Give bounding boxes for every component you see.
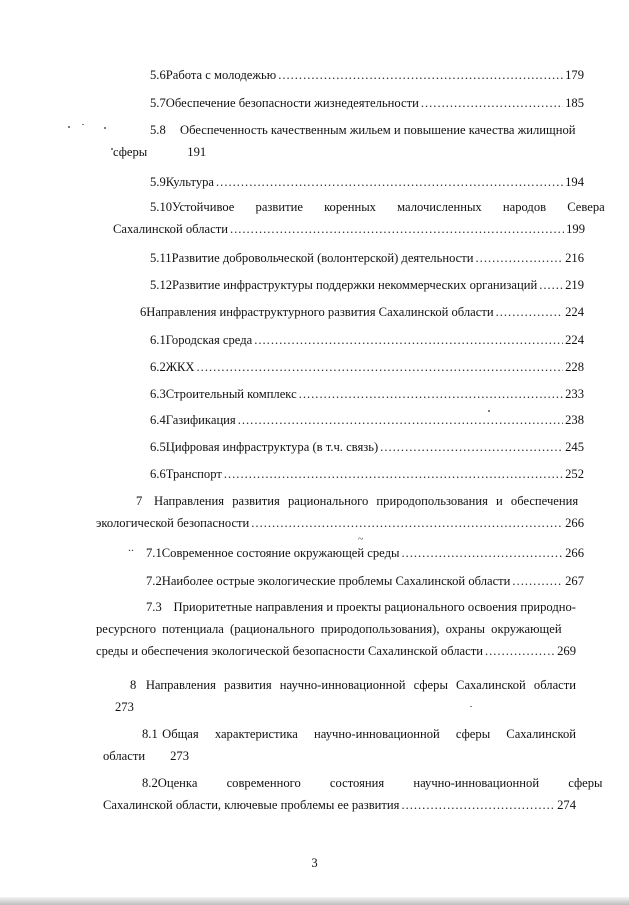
toc-title: Обеспечение безопасности жизнедеятельности	[165, 96, 419, 110]
toc-page: 179	[565, 68, 584, 82]
toc-page: 269	[557, 644, 576, 658]
toc-entry-6-4[interactable]	[150, 412, 584, 428]
toc-title: Наиболее острые экологические проблемы Сахалинской области	[161, 574, 511, 588]
scan-mark: ~	[358, 534, 364, 545]
dot-leader	[216, 174, 563, 190]
toc-number: 8.1	[142, 727, 158, 741]
toc-title: Транспорт	[165, 467, 222, 481]
toc-page: 233	[565, 387, 584, 401]
dot-leader	[251, 515, 563, 531]
scan-speck	[111, 148, 113, 150]
toc-title-line-1: Направления развития научно-инновационной сферы Сахалинской области	[145, 678, 576, 692]
toc-number: 6.5	[150, 440, 166, 454]
toc-number: 7.1	[146, 546, 162, 560]
dot-leader	[401, 797, 555, 813]
toc-title: Направления инфраструктурного развития Сахалинской области	[146, 305, 494, 319]
dot-leader	[512, 573, 563, 589]
toc-title-line-1: Направления развития рационального природопользования и обеспечения	[154, 494, 579, 508]
toc-number: 5.9	[150, 175, 166, 189]
toc-title: Развитие инфраструктуры поддержки некоммерческих организаций	[172, 278, 538, 292]
dot-leader	[299, 386, 563, 402]
toc-entry-6[interactable]	[140, 304, 584, 320]
dot-leader	[254, 332, 563, 348]
toc-title: Работа с молодежью	[165, 68, 277, 82]
toc-entry-6-1[interactable]	[150, 332, 584, 348]
dot-leader	[401, 545, 563, 561]
toc-title: Строительный комплекс	[165, 387, 297, 401]
toc-number: 8.2	[142, 776, 158, 790]
toc-page: 199	[566, 222, 585, 236]
toc-page: 224	[565, 333, 584, 347]
dot-leader	[238, 412, 563, 428]
dot-leader	[197, 359, 564, 375]
toc-page: 273	[170, 749, 189, 763]
toc-number: 6.2	[150, 360, 166, 374]
toc-title: ЖКХ	[165, 360, 195, 374]
toc-title-line-2: ресурсного потенциала (рационального природопользования), охраны окружающей	[96, 622, 562, 636]
toc-title-line-3: среды и обеспечения экологической безопасности Сахалинской области	[96, 644, 483, 658]
toc-entry-8[interactable]	[115, 677, 576, 715]
toc-page: 266	[565, 546, 584, 560]
dot-leader	[476, 250, 564, 266]
scan-bottom-edge	[0, 897, 629, 905]
toc-title: Культура	[165, 175, 215, 189]
toc-title-line-2: экологической безопасности	[96, 516, 250, 530]
toc-entry-5-11[interactable]	[150, 250, 584, 266]
toc-page: 273	[115, 700, 134, 714]
toc-entry-5-9[interactable]	[150, 174, 584, 190]
toc-page: 267	[565, 574, 584, 588]
toc-entry-6-6[interactable]	[150, 466, 584, 482]
toc-page: 224	[565, 305, 584, 319]
toc-entry-7-2[interactable]	[146, 573, 584, 589]
toc-number: 6.3	[150, 387, 166, 401]
toc-title-line-2: сферы	[113, 145, 148, 159]
toc-page: 191	[187, 145, 207, 159]
toc-number: 5.7	[150, 96, 166, 110]
toc-number: 5.10	[150, 200, 173, 214]
dot-leader	[539, 277, 563, 293]
toc-entry-8-1[interactable]	[103, 726, 576, 764]
toc-entry-6-2[interactable]	[150, 359, 584, 375]
toc-page: 185	[565, 96, 584, 110]
scan-speck	[488, 410, 490, 412]
toc-number: 5.11	[150, 251, 172, 265]
toc-number: 6.6	[150, 467, 166, 481]
toc-page: 216	[565, 251, 584, 265]
dot-leader	[421, 95, 563, 111]
toc-title: Развитие добровольческой (волонтерской) деятельности	[171, 251, 474, 265]
toc-title: Городская среда	[165, 333, 253, 347]
toc-title-line-1: Оценка современного состояния научно-инновационной сферы	[157, 776, 603, 790]
toc-page: 238	[565, 413, 584, 427]
toc-number: 5.6	[150, 68, 166, 82]
toc-entry-5-6[interactable]	[150, 67, 584, 83]
toc-page: 245	[565, 440, 584, 454]
scan-speck	[104, 127, 106, 129]
toc-entry-5-10[interactable]	[113, 199, 605, 237]
toc-entry-8-2[interactable]	[103, 775, 603, 813]
toc-number: 5.8	[150, 123, 166, 137]
scan-speck	[470, 706, 472, 707]
toc-number: 8	[130, 678, 137, 692]
toc-entry-6-3[interactable]	[150, 386, 584, 402]
toc-title-line-2: Сахалинской области, ключевые проблемы ее развития	[103, 798, 400, 812]
scan-mark: ..	[128, 540, 134, 554]
toc-title-line-2: области	[103, 749, 146, 763]
toc-entry-7[interactable]	[96, 493, 584, 531]
toc-title: Газификация	[165, 413, 236, 427]
toc-entry-5-8[interactable]	[113, 122, 585, 160]
toc-entry-6-5[interactable]	[150, 439, 584, 455]
toc-number: 5.12	[150, 278, 173, 292]
toc-number: 7	[136, 494, 143, 508]
toc-page: 194	[565, 175, 584, 189]
page-number: 3	[311, 856, 318, 870]
toc-entry-5-12[interactable]	[150, 277, 584, 293]
toc-page: 252	[565, 467, 584, 481]
dot-leader	[485, 643, 555, 659]
toc-number: 6	[140, 305, 147, 319]
toc-title-line-1: Общая характеристика научно-инновационной сферы Сахалинской	[162, 727, 576, 741]
toc-entry-7-3[interactable]	[96, 599, 576, 659]
scan-speck	[68, 126, 70, 128]
toc-number: 7.3	[146, 600, 162, 614]
toc-number: 6.1	[150, 333, 166, 347]
toc-entry-7-1[interactable]	[146, 545, 584, 561]
dot-leader	[224, 466, 563, 482]
toc-title: Цифровая инфраструктура (в т.ч. связь)	[165, 440, 379, 454]
dot-leader	[380, 439, 563, 455]
toc-number: 7.2	[146, 574, 162, 588]
toc-entry-5-7[interactable]	[150, 95, 584, 111]
toc-title-line-1: Устойчивое развитие коренных малочисленных народов Севера	[172, 200, 605, 214]
toc-number: 6.4	[150, 413, 166, 427]
toc-page: 274	[557, 798, 576, 812]
dot-leader	[230, 221, 564, 237]
dot-leader	[496, 304, 564, 320]
scan-speck	[82, 124, 84, 125]
toc-title: Современное состояние окружающей среды	[161, 546, 400, 560]
toc-page: 228	[565, 360, 584, 374]
toc-page: 266	[565, 516, 584, 530]
toc-page: 219	[565, 278, 584, 292]
toc-title-line-2: Сахалинской области	[113, 222, 228, 236]
toc-title-line-1: Приоритетные направления и проекты рационального освоения природно-	[173, 600, 576, 614]
toc-title-line-1: Обеспеченность качественным жильем и повышение качества жилищной	[180, 123, 576, 137]
dot-leader	[278, 67, 563, 83]
